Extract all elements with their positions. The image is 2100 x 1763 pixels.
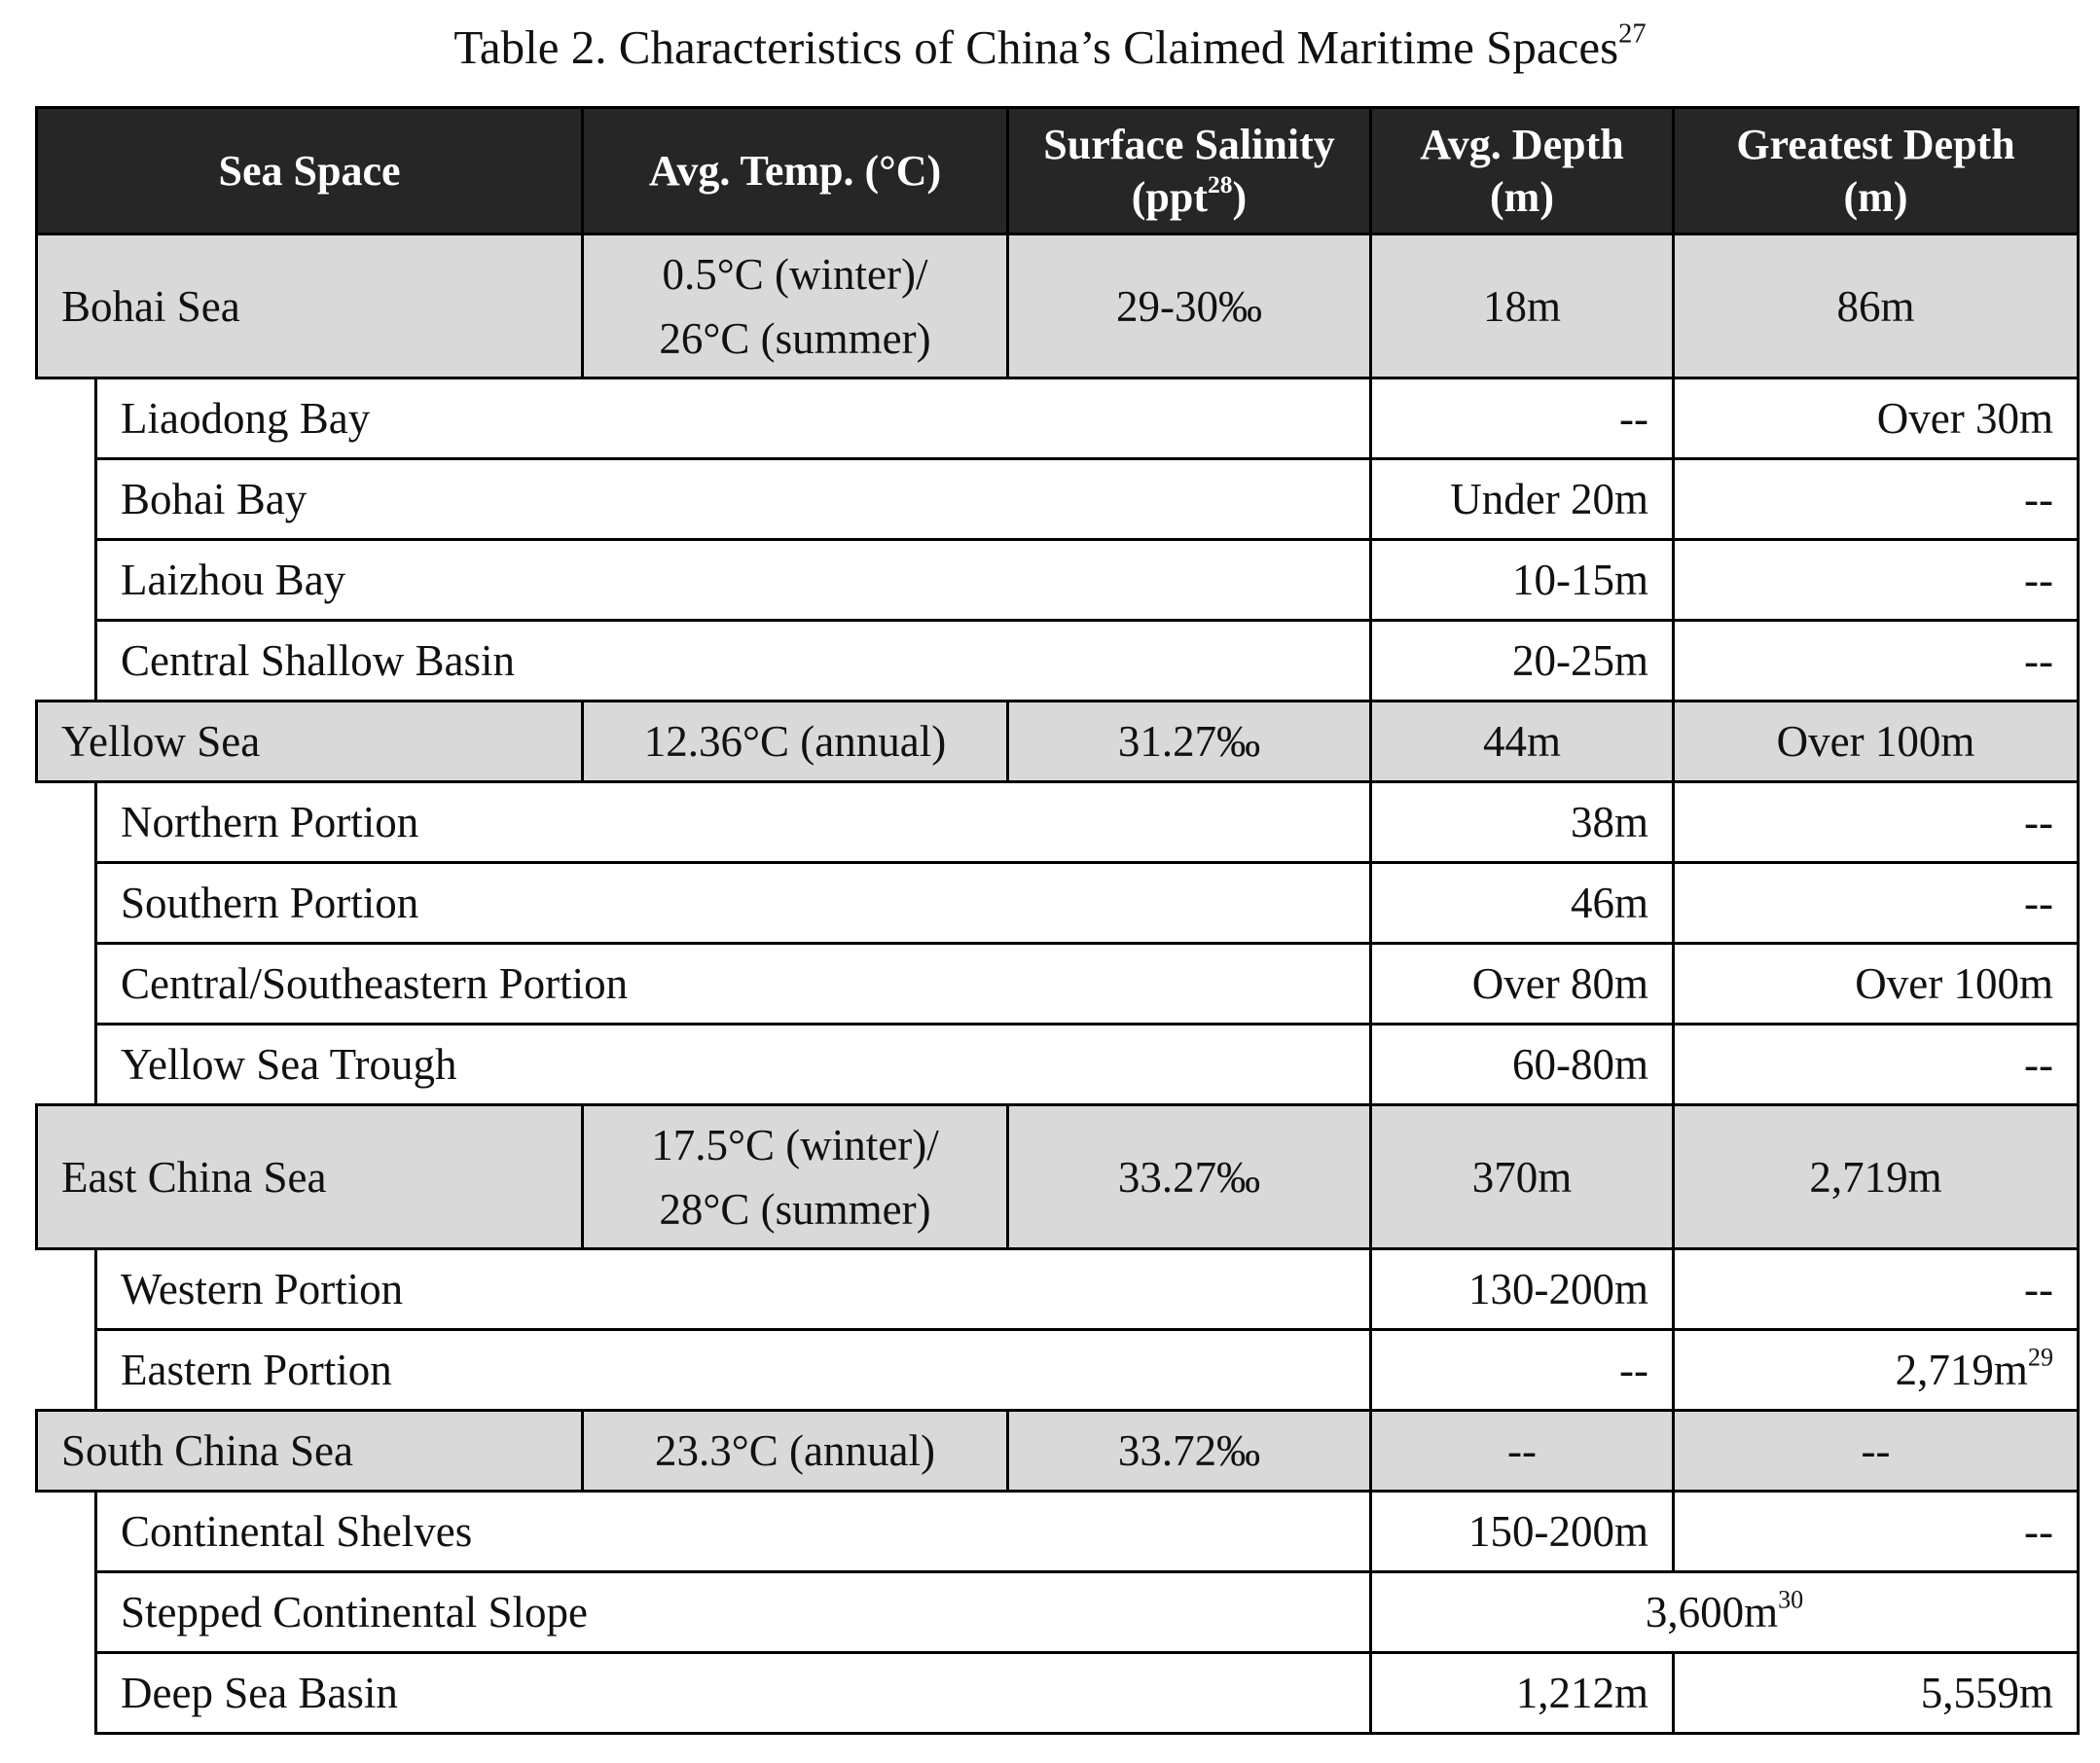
subarea-greatest-depth: Over 30m (1674, 378, 2079, 459)
subarea-row (37, 459, 2079, 540)
sea-temp: 17.5°C (winter)/ 28°C (summer) (583, 1105, 1008, 1249)
subarea-name: Continental Shelves (96, 1492, 1371, 1572)
subarea-name: Stepped Continental Slope (96, 1572, 1371, 1653)
maritime-spaces-table (35, 106, 2080, 1735)
subarea-avg-depth: 60-80m (1371, 1025, 1674, 1105)
sea-name: Bohai Sea (37, 234, 583, 378)
table-title-text: Table 2. Characteristics of China’s Claimed Maritime Spaces (453, 20, 1619, 74)
subarea-greatest-depth: -- (1674, 1025, 2079, 1105)
sea-name: South China Sea (37, 1411, 583, 1492)
footnote-marker: 29 (2027, 1343, 2053, 1372)
subarea-greatest-depth: $2,719m^{29}$ (1674, 1330, 2079, 1411)
subarea-name: Eastern Portion (96, 1330, 1371, 1411)
sea-temp: 12.36°C (annual) (583, 702, 1008, 782)
subarea-greatest-depth: -- (1674, 1249, 2079, 1330)
subarea-greatest-depth: Over 100m (1674, 944, 2079, 1025)
sea-name: East China Sea (37, 1105, 583, 1249)
subarea-avg-depth: Over 80m (1371, 944, 1674, 1025)
sea-name: Yellow Sea (37, 702, 583, 782)
subarea-avg-depth: 150-200m (1371, 1492, 1674, 1572)
header-row (37, 108, 2079, 234)
subarea-name: Central/Southeastern Portion (96, 944, 1371, 1025)
table-title (0, 14, 2100, 82)
subarea-avg-depth: 1,212m (1371, 1653, 1674, 1734)
subarea-row (37, 782, 2079, 863)
subarea-greatest-depth: 5,559m (1674, 1653, 2079, 1734)
sea-greatest-depth: -- (1674, 1411, 2079, 1492)
subarea-row (37, 1492, 2079, 1572)
subarea-greatest-depth: -- (1674, 621, 2079, 702)
subarea-name: Liaodong Bay (96, 378, 1371, 459)
header-surface-salinity: Surface Salinity (ppt$^{28}$) (1008, 108, 1371, 234)
sea-row-south-china (37, 1411, 2079, 1492)
title-footnote: 27 (1618, 18, 1647, 50)
subarea-row (37, 1653, 2079, 1734)
sea-greatest-depth: 2,719m (1674, 1105, 2079, 1249)
subarea-row (37, 944, 2079, 1025)
subarea-name: Western Portion (96, 1249, 1371, 1330)
sea-salinity: 29-30‰ (1008, 234, 1371, 378)
sea-temp: 0.5°C (winter)/ 26°C (summer) (583, 234, 1008, 378)
sea-salinity: 31.27‰ (1008, 702, 1371, 782)
header-avg-depth: Avg. Depth (m) (1371, 108, 1674, 234)
subarea-name: Northern Portion (96, 782, 1371, 863)
subarea-greatest-depth: -- (1674, 863, 2079, 944)
subarea-name: Laizhou Bay (96, 540, 1371, 621)
subarea-avg-depth: -- (1371, 1330, 1674, 1411)
sea-temp: 23.3°C (annual) (583, 1411, 1008, 1492)
subarea-avg-depth: 20-25m (1371, 621, 1674, 702)
subarea-row (37, 1025, 2079, 1105)
subarea-avg-depth: 10-15m (1371, 540, 1674, 621)
subarea-row (37, 1330, 2079, 1411)
sea-row-yellow (37, 702, 2079, 782)
subarea-row (37, 863, 2079, 944)
subarea-name: Yellow Sea Trough (96, 1025, 1371, 1105)
subarea-greatest-depth: -- (1674, 540, 2079, 621)
subarea-avg-depth: 130-200m (1371, 1249, 1674, 1330)
sea-salinity: 33.27‰ (1008, 1105, 1371, 1249)
subarea-avg-depth: -- (1371, 378, 1674, 459)
sea-avg-depth: 44m (1371, 702, 1674, 782)
header-greatest-depth: Greatest Depth (m) (1674, 108, 2079, 234)
subarea-name: Bohai Bay (96, 459, 1371, 540)
subarea-avg-depth: 38m (1371, 782, 1674, 863)
sea-greatest-depth: Over 100m (1674, 702, 2079, 782)
subarea-name: Southern Portion (96, 863, 1371, 944)
subarea-greatest-depth: -- (1674, 1492, 2079, 1572)
subarea-merged-depth: $3,600m^{30}$ (1371, 1572, 2079, 1653)
subarea-avg-depth: Under 20m (1371, 459, 1674, 540)
subarea-row (37, 1249, 2079, 1330)
subarea-row (37, 1572, 2079, 1653)
subarea-name: Central Shallow Basin (96, 621, 1371, 702)
sea-salinity: 33.72‰ (1008, 1411, 1371, 1492)
header-avg-temp: Avg. Temp. (°C) (583, 108, 1008, 234)
subarea-avg-depth: 46m (1371, 863, 1674, 944)
subarea-row (37, 540, 2079, 621)
sea-greatest-depth: 86m (1674, 234, 2079, 378)
subarea-greatest-depth: -- (1674, 459, 2079, 540)
subarea-row (37, 378, 2079, 459)
header-sea-space: Sea Space (37, 108, 583, 234)
sea-row-east-china (37, 1105, 2079, 1249)
sea-row-bohai (37, 234, 2079, 378)
subarea-greatest-depth: -- (1674, 782, 2079, 863)
subarea-row (37, 621, 2079, 702)
sea-avg-depth: 370m (1371, 1105, 1674, 1249)
sea-avg-depth: -- (1371, 1411, 1674, 1492)
sea-avg-depth: 18m (1371, 234, 1674, 378)
footnote-marker: 30 (1778, 1585, 1804, 1614)
subarea-name: Deep Sea Basin (96, 1653, 1371, 1734)
